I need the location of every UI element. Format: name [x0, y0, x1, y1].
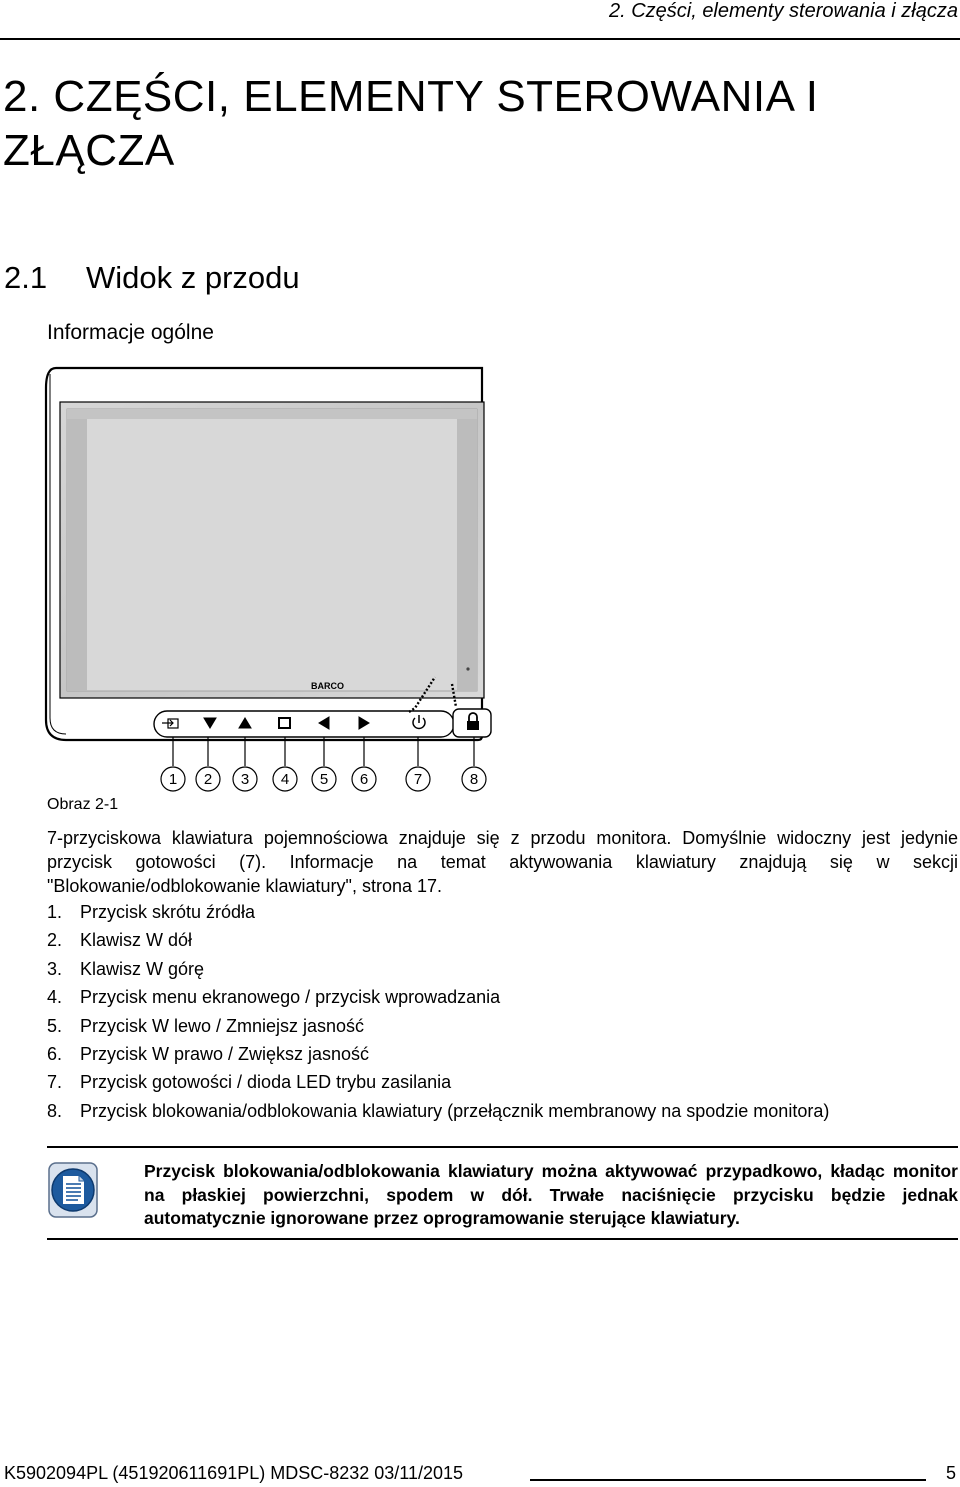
figure-caption: Obraz 2-1	[47, 796, 119, 813]
monitor-front-figure	[42, 362, 492, 802]
callouts	[161, 767, 486, 791]
callout-leaders	[173, 737, 474, 766]
list-item: 1. Przycisk skrótu źródła	[47, 902, 256, 922]
parts-list	[47, 898, 958, 1125]
callout-8: 8	[469, 771, 479, 788]
list-item: 3. Klawisz W górę	[47, 958, 205, 979]
callout-3: 3	[240, 771, 250, 788]
footer-rule	[530, 1479, 926, 1481]
note-bottom-rule	[47, 1238, 958, 1240]
note-text: Przycisk blokowania/odblokowania klawiatury można aktywować przypadkowo, kładąc monitor na płaskiej powierzchni, spodem w dół. Trwałe naciśnięcie przycisku będzie jednak automatycznie ignorowane przez oprogramowanie sterujące klawiatury.	[144, 1161, 958, 1228]
list-item: 5. Przycisk W lewo / Zmniejsz jasność	[47, 1015, 365, 1036]
list-item: 7. Przycisk gotowości / dioda LED trybu zasilania	[47, 1072, 452, 1093]
list-item: 6. Przycisk W prawo / Zwiększ jasność	[47, 1043, 370, 1064]
callout-4: 4	[280, 771, 290, 788]
callout-7: 7	[413, 771, 423, 788]
intro-paragraph: 7-przyciskowa klawiatura pojemnościowa znajduje się z przodu monitora. Domyślnie widoczny jest jedynie przycisk gotowości (7). Informacje na temat aktywowania klawiatury znajdują się w sekcji "Blokowanie/odblokowanie klawiatury", strona 17.	[47, 828, 958, 896]
callout-1: 1	[168, 771, 178, 788]
brand-logo: BARCO	[311, 681, 344, 691]
list-item: 2. Klawisz W dół	[47, 930, 193, 951]
header-rule	[0, 38, 960, 40]
list-item: 8. Przycisk blokowania/odblokowania klawiatury (przełącznik membranowy na spodzie monitora)	[47, 1100, 830, 1121]
chapter-title: 2. CZĘŚCI, ELEMENTY STEROWANIA I ZŁĄCZA	[3, 72, 819, 175]
callout-5: 5	[319, 771, 329, 788]
section-title-text: Widok z przodu	[86, 260, 300, 295]
callout-2: 2	[203, 771, 213, 788]
section-number: 2.1	[4, 260, 48, 295]
section-title	[4, 260, 300, 296]
subheading: Informacje ogólne	[47, 321, 214, 344]
footer-doc-id: K5902094PL (451920611691PL) MDSC-8232 03/11/2015	[4, 1463, 464, 1483]
callout-6: 6	[359, 771, 369, 788]
page-number: 5	[945, 1463, 956, 1483]
note-icon	[48, 1162, 98, 1218]
note-top-rule	[47, 1146, 958, 1148]
running-header: 2. Części, elementy sterowania i złącza	[608, 0, 958, 22]
list-item: 4. Przycisk menu ekranowego / przycisk wprowadzania	[47, 987, 501, 1008]
